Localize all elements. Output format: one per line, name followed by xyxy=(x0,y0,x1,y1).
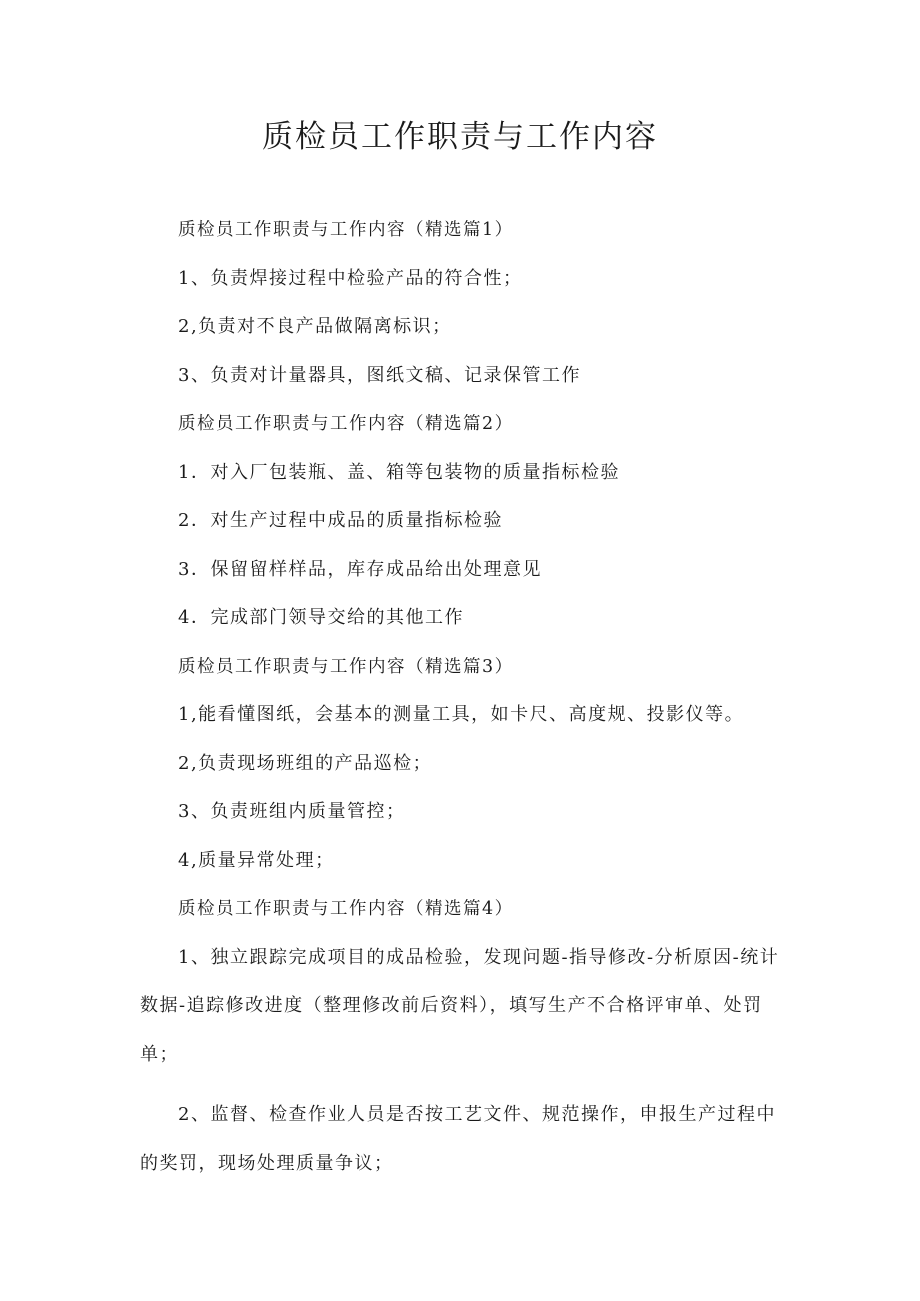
list-item: 4,质量异常处理； xyxy=(178,849,335,871)
list-item: 3、负责对计量器具，图纸文稿、记录保管工作 xyxy=(178,364,581,386)
list-item: 4．完成部门领导交给的其他工作 xyxy=(178,607,464,628)
section-heading: 质检员工作职责与工作内容（精选篇1） xyxy=(178,220,514,240)
list-item: 2．对生产过程中成品的质量指标检验 xyxy=(178,510,503,531)
section-heading: 质检员工作职责与工作内容（精选篇4） xyxy=(178,899,514,919)
list-item: 1、负责焊接过程中检验产品的符合性； xyxy=(178,267,523,289)
document-title: 质检员工作职责与工作内容 xyxy=(262,119,658,155)
list-item: 2,负责对不良产品做隔离标识； xyxy=(178,316,452,337)
paragraph: 1、独立跟踪完成项目的成品检验，发现问题-指导修改-分析原因-统计数据-追踪修改进度（整理修改前后资料），填写生产不合格评审单、处罚单； xyxy=(140,946,780,1065)
list-item: 1．对入厂包装瓶、盖、箱等包装物的质量指标检验 xyxy=(178,461,620,483)
list-item: 3、负责班组内质量管控； xyxy=(178,801,406,822)
paragraph-gap xyxy=(140,1079,788,1091)
list-item: 1,能看懂图纸，会基本的测量工具，如卡尺、高度规、投影仪等。 xyxy=(178,704,745,725)
list-item: 3．保留留样样品，库存成品给出处理意见 xyxy=(178,558,542,580)
paragraph: 2、监督、检查作业人员是否按工艺文件、规范操作，申报生产过程中的奖罚，现场处理质量争议； xyxy=(140,1104,776,1174)
document-body xyxy=(140,206,788,1188)
section-heading: 质检员工作职责与工作内容（精选篇2） xyxy=(178,414,514,434)
list-item: 2,负责现场班组的产品巡检； xyxy=(178,752,433,774)
section-heading: 质检员工作职责与工作内容（精选篇3） xyxy=(178,656,514,677)
